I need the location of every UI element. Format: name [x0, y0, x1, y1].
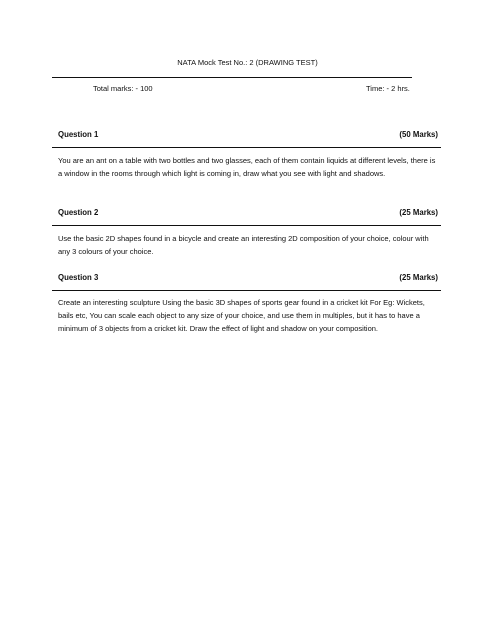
question-2-text: Use the basic 2D shapes found in a bicycle and create an interesting 2D composition of your choice, colour with any 3 colours of your choice. — [58, 234, 429, 256]
time-limit: Time: - 2 hrs. — [366, 84, 410, 93]
total-marks: Total marks: - 100 — [93, 84, 153, 93]
question-1-divider — [52, 147, 441, 148]
question-3-divider — [52, 290, 441, 291]
question-2-marks: (25 Marks) — [399, 208, 438, 217]
question-1-title: Question 1 — [58, 130, 99, 139]
header-divider — [52, 77, 412, 78]
question-3-title: Question 3 — [58, 273, 99, 282]
document-title: NATA Mock Test No.: 2 (DRAWING TEST) — [177, 58, 318, 67]
question-3-marks: (25 Marks) — [399, 273, 438, 282]
question-1-text: You are an ant on a table with two bottles and two glasses, each of them contain liquids at different levels, there is a window in the rooms through which light is coming in, draw what you see with light and shadows. — [58, 156, 436, 178]
question-2-title: Question 2 — [58, 208, 99, 217]
question-3-text: Create an interesting sculpture Using the basic 3D shapes of sports gear found in a cricket kit For Eg: Wickets, bails etc, You can scale each object to any size of your choice, and use them in multiples, but it has to have a minimum of 3 objects from a cricket kit. Draw the effect of light and shadow on your composition. — [58, 298, 425, 333]
question-2-divider — [52, 225, 441, 226]
question-1-marks: (50 Marks) — [399, 130, 438, 139]
